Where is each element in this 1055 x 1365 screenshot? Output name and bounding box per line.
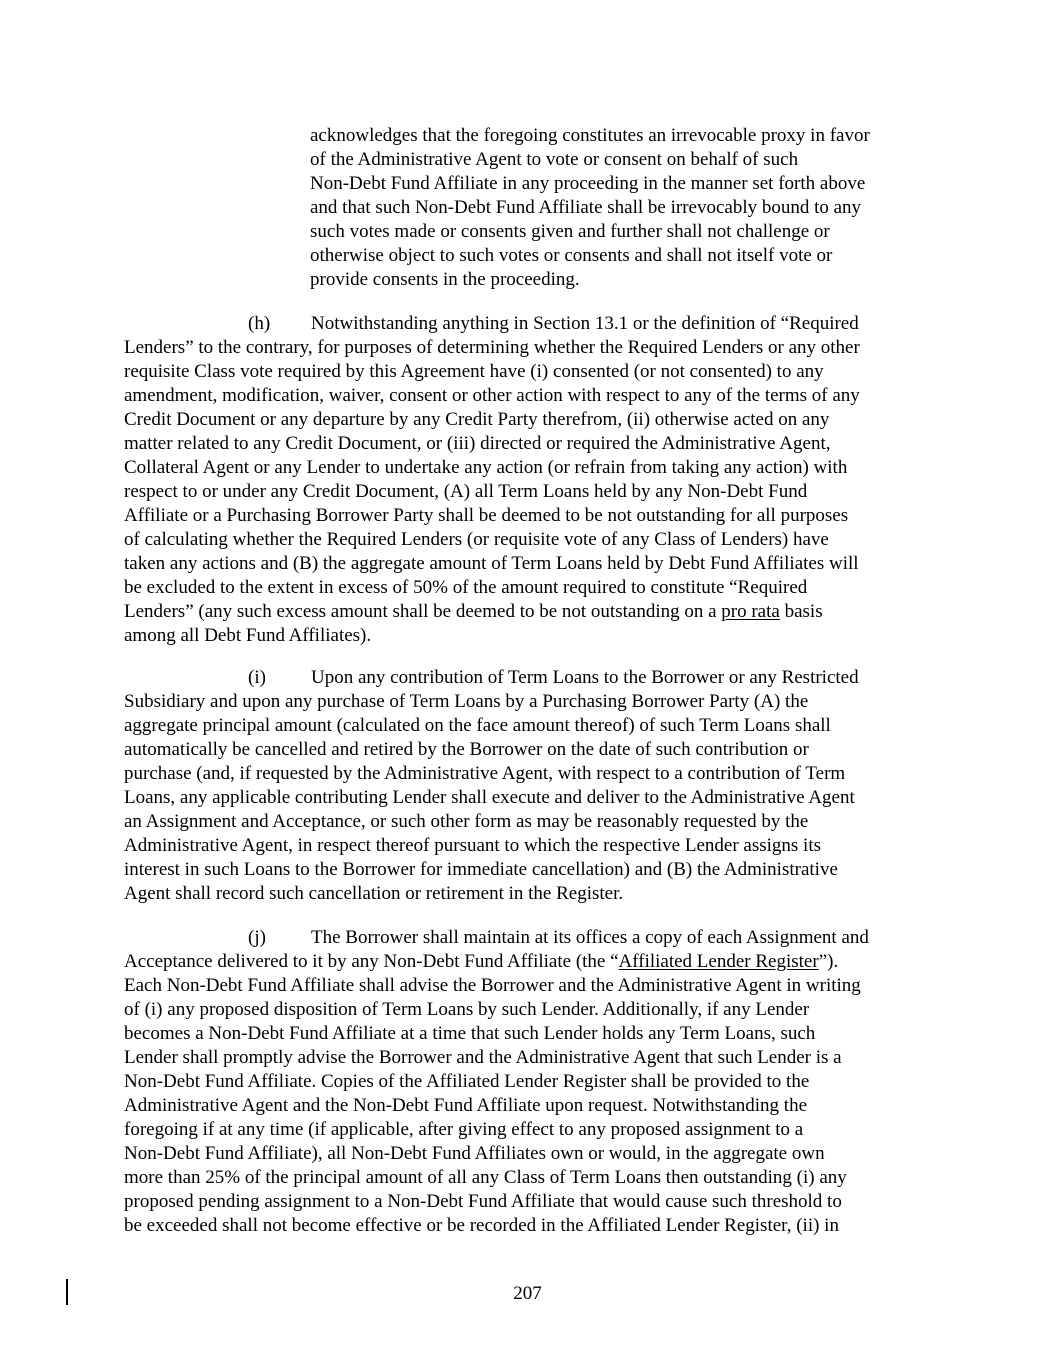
text-line: purchase (and, if requested by the Administrative Agent, with respect to a contribution of Term [124, 763, 846, 784]
text-line: interest in such Loans to the Borrower for immediate cancellation) and (B) the Administrative [124, 859, 838, 880]
text-line: of calculating whether the Required Lenders (or requisite vote of any Class of Lenders) have [124, 529, 829, 550]
text-line: Lender shall promptly advise the Borrower and the Administrative Agent that such Lender is a [124, 1047, 842, 1068]
text-line: requisite Class vote required by this Agreement have (i) consented (or not consented) to any [124, 361, 824, 382]
text-line: Notwithstanding anything in Section 13.1 or the definition of “Required [311, 313, 859, 334]
text-span: basis [779, 601, 823, 622]
text-line: aggregate principal amount (calculated on the face amount thereof) of such Term Loans shall [124, 715, 831, 736]
text-span: Acceptance delivered to it by any Non-Debt Fund Affiliate (the “ [124, 951, 619, 972]
text-line: such votes made or consents given and further shall not challenge or [310, 221, 830, 242]
text-line: acknowledges that the foregoing constitutes an irrevocable proxy in favor [310, 125, 870, 146]
text-line: matter related to any Credit Document, or (iii) directed or required the Administrative Agent, [124, 433, 831, 454]
text-line: Lenders” to the contrary, for purposes of determining whether the Required Lenders or any other [124, 337, 860, 358]
text-line: becomes a Non-Debt Fund Affiliate at a time that such Lender holds any Term Loans, such [124, 1023, 816, 1044]
text-span: Lenders” (any such excess amount shall be deemed to be not outstanding on a [124, 601, 722, 622]
text-line [124, 950, 838, 974]
text-line: provide consents in the proceeding. [310, 269, 580, 290]
underlined-term: pro rata [721, 601, 780, 622]
text-line: amendment, modification, waiver, consent or other action with respect to any of the terms of any [124, 385, 860, 406]
text-line: an Assignment and Acceptance, or such other form as may be reasonably requested by the [124, 811, 809, 832]
paragraph-marker: (h) [248, 313, 271, 334]
text-line: Affiliate or a Purchasing Borrower Party shall be deemed to be not outstanding for all purposes [124, 505, 849, 526]
text-line [124, 600, 823, 624]
text-line: Collateral Agent or any Lender to undertake any action (or refrain from taking any action) with [124, 457, 848, 478]
text-line: Each Non-Debt Fund Affiliate shall advise the Borrower and the Administrative Agent in writing [124, 975, 861, 996]
paragraph-marker: (i) [248, 667, 266, 688]
text-line: among all Debt Fund Affiliates). [124, 625, 372, 646]
text-line: proposed pending assignment to a Non-Debt Fund Affiliate that would cause such threshold to [124, 1191, 842, 1212]
text-line: of the Administrative Agent to vote or consent on behalf of such [310, 149, 799, 170]
text-line: of (i) any proposed disposition of Term Loans by such Lender. Additionally, if any Lender [124, 999, 810, 1020]
page-number: 207 [513, 1283, 542, 1304]
text-line: The Borrower shall maintain at its offices a copy of each Assignment and [311, 927, 869, 948]
text-line: Non-Debt Fund Affiliate in any proceeding in the manner set forth above [310, 173, 866, 194]
text-line: Non-Debt Fund Affiliate), all Non-Debt Fund Affiliates own or would, in the aggregate own [124, 1143, 825, 1164]
text-line: be excluded to the extent in excess of 50% of the amount required to constitute “Required [124, 577, 808, 598]
text-line: automatically be cancelled and retired by the Borrower on the date of such contribution or [124, 739, 809, 760]
text-line: foregoing if at any time (if applicable, after giving effect to any proposed assignment to a [124, 1119, 804, 1140]
paragraph-marker: (j) [248, 927, 266, 948]
text-line: taken any actions and (B) the aggregate amount of Term Loans held by Debt Fund Affiliates will [124, 553, 859, 574]
text-line: more than 25% of the principal amount of all any Class of Term Loans then outstanding (i) any [124, 1167, 847, 1188]
text-line: Administrative Agent, in respect thereof pursuant to which the respective Lender assigns its [124, 835, 822, 856]
text-line: respect to or under any Credit Document, (A) all Term Loans held by any Non-Debt Fund [124, 481, 808, 502]
text-line: Upon any contribution of Term Loans to the Borrower or any Restricted [311, 667, 859, 688]
text-line: be exceeded shall not become effective or be recorded in the Affiliated Lender Register, (ii) in [124, 1215, 839, 1236]
text-span: ”). [818, 951, 839, 972]
underlined-term: Affiliated Lender Register [618, 951, 819, 972]
text-line: Non-Debt Fund Affiliate. Copies of the Affiliated Lender Register shall be provided to the [124, 1071, 810, 1092]
text-line: Agent shall record such cancellation or retirement in the Register. [124, 883, 624, 904]
text-line: Administrative Agent and the Non-Debt Fund Affiliate upon request. Notwithstanding the [124, 1095, 808, 1116]
text-line: Subsidiary and upon any purchase of Term Loans by a Purchasing Borrower Party (A) the [124, 691, 809, 712]
text-line: otherwise object to such votes or consents and shall not itself vote or [310, 245, 833, 266]
text-line: Credit Document or any departure by any Credit Party therefrom, (ii) otherwise acted on any [124, 409, 830, 430]
text-line: Loans, any applicable contributing Lender shall execute and deliver to the Administrative Agent [124, 787, 855, 808]
text-line: and that such Non-Debt Fund Affiliate shall be irrevocably bound to any [310, 197, 862, 218]
